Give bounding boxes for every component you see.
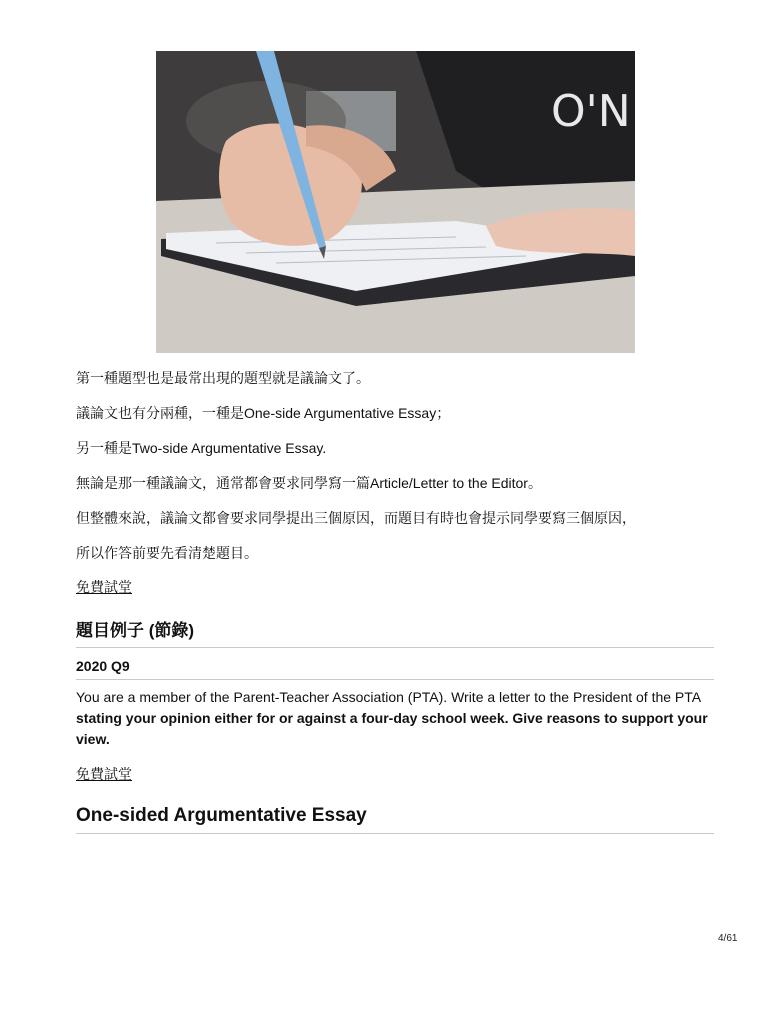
paragraph-line-3: 另一種是Two-side Argumentative Essay. xyxy=(76,440,327,456)
question-plain-text: You are a member of the Parent-Teacher Association (PTA). Write a letter to the President of the PTA xyxy=(76,689,701,705)
example-heading: 題目例子 (節錄) xyxy=(76,616,714,648)
question-year-heading: 2020 Q9 xyxy=(76,658,714,680)
free-trial-link-2[interactable]: 免費試堂 xyxy=(76,766,132,782)
writing-hand-photo-icon xyxy=(156,51,635,353)
page-number: 4/61 xyxy=(718,933,738,944)
question-bold-text: stating your opinion either for or against a four-day school week. Give reasons to support your view. xyxy=(76,710,708,747)
free-trial-link[interactable]: 免費試堂 xyxy=(76,579,132,595)
paragraph-line-2: 議論文也有分兩種，一種是One-side Argumentative Essay； xyxy=(76,405,451,421)
paragraph-line-6: 所以作答前要先看清楚題目。 xyxy=(76,545,258,561)
paragraph-line-1: 第一種題型也是最常出現的題型就是議論文了。 xyxy=(76,370,370,386)
paragraph-line-4: 無論是那一種議論文，通常都會要求同學寫一篇Article/Letter to the Editor。 xyxy=(76,475,542,491)
svg-text:O'N: O'N xyxy=(551,86,631,137)
writing-photo xyxy=(156,51,635,353)
question-text xyxy=(76,687,716,750)
paragraph-line-5: 但整體來說，議論文都會要求同學提出三個原因，而題目有時也會提示同學要寫三個原因， xyxy=(76,510,636,526)
one-sided-essay-heading: One-sided Argumentative Essay xyxy=(76,805,714,834)
